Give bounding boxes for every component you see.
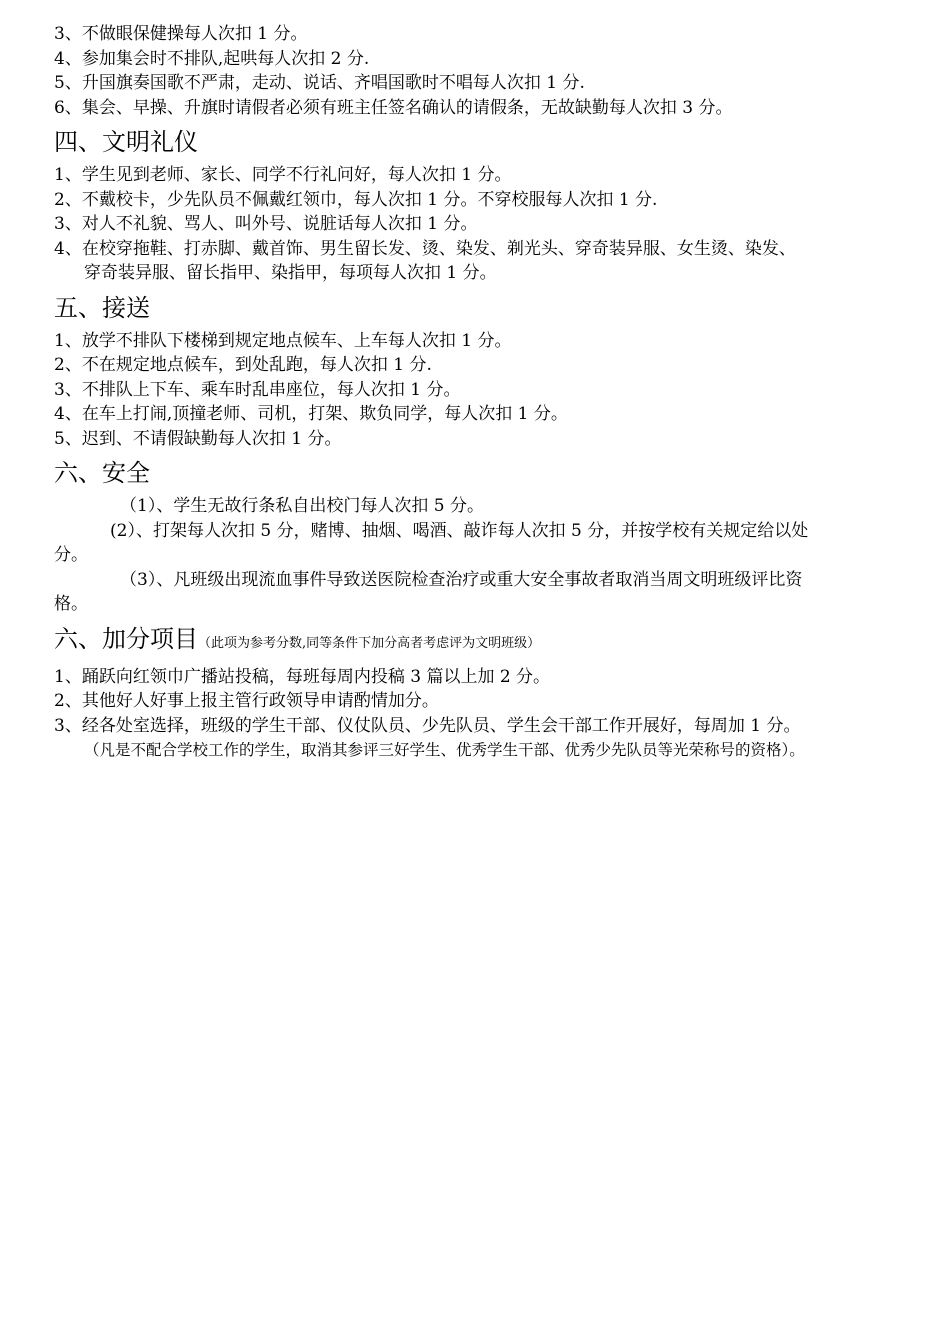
rule-item: 1、踊跃向红领巾广播站投稿，每班每周内投稿 3 篇以上加 2 分。 xyxy=(54,666,551,687)
rule-item: 2、不戴校卡，少先队员不佩戴红领巾，每人次扣 1 分。不穿校服每人次扣 1 分. xyxy=(54,189,658,210)
rule-item: 4、参加集会时不排队,起哄每人次扣 2 分. xyxy=(54,48,370,69)
rule-item: 3、经各处室选择，班级的学生干部、仪仗队员、少先队员、学生会干部工作开展好，每周加 1 分。 xyxy=(54,715,801,736)
rule-item: 4、在车上打闹,顶撞老师、司机，打架、欺负同学，每人次扣 1 分。 xyxy=(54,404,568,424)
rule-item: 5、升国旗奏国歌不严肃，走动、说话、齐唱国歌时不唱每人次扣 1 分. xyxy=(54,73,585,93)
rule-item: 2、其他好人好事上报主管行政领导申请酌情加分。 xyxy=(54,691,439,711)
bonus-section xyxy=(54,621,910,763)
discipline-section xyxy=(54,22,910,120)
rule-item: 2、不在规定地点候车，到处乱跑，每人次扣 1 分. xyxy=(54,355,432,375)
safety-rule: （1）、学生无故行条私自出校门每人次扣 5 分。 xyxy=(120,496,484,516)
rule-item: 3、不做眼保健操每人次扣 1 分。 xyxy=(54,24,308,44)
safety-rule-continuation: 格。 xyxy=(54,594,88,614)
pickup-section xyxy=(54,290,910,452)
bonus-note: （此项为参考分数,同等条件下加分高者考虑评为文明班级） xyxy=(198,635,541,651)
rule-item: 3、不排队上下车、乘车时乱串座位，每人次扣 1 分。 xyxy=(54,379,461,400)
rule-item-continuation: 穿奇装异服、留长指甲、染指甲，每项每人次扣 1 分。 xyxy=(84,263,497,283)
rule-item: 6、集会、早操、升旗时请假者必须有班主任签名确认的请假条，无故缺勤每人次扣 3 分。 xyxy=(54,97,733,118)
section-heading: 六、安全 xyxy=(54,459,150,487)
rule-item: 3、对人不礼貌、骂人、叫外号、说脏话每人次扣 1 分。 xyxy=(54,214,478,234)
section-heading: 四、文明礼仪 xyxy=(54,128,198,156)
rule-item: 1、学生见到老师、家长、同学不行礼问好，每人次扣 1 分。 xyxy=(54,165,512,185)
rule-item: 4、在校穿拖鞋、打赤脚、戴首饰、男生留长发、烫、染发、剃光头、穿奇装异服、女生烫、染发、 xyxy=(54,238,796,259)
safety-section xyxy=(54,455,910,617)
section-heading: 五、接送 xyxy=(54,293,150,322)
rule-item: 1、放学不排队下楼梯到规定地点候车、上车每人次扣 1 分。 xyxy=(54,330,512,351)
etiquette-section xyxy=(54,124,910,286)
safety-rule-continuation: 分。 xyxy=(54,545,88,565)
bonus-footnote: （凡是不配合学校工作的学生，取消其参评三好学生、优秀学生干部、优秀少先队员等光荣称号的资格）。 xyxy=(84,741,805,759)
section-heading xyxy=(54,621,910,662)
safety-rule: (2）、打架每人次扣 5 分，赌博、抽烟、喝酒、敲诈每人次扣 5 分，并按学校有关规定给以处 xyxy=(110,520,809,541)
safety-rule: （3）、凡班级出现流血事件导致送医院检查治疗或重大安全事故者取消当周文明班级评比资 xyxy=(120,569,803,590)
rule-item: 5、迟到、不请假缺勤每人次扣 1 分。 xyxy=(54,428,342,449)
bonus-title: 六、加分项目 xyxy=(54,624,198,653)
